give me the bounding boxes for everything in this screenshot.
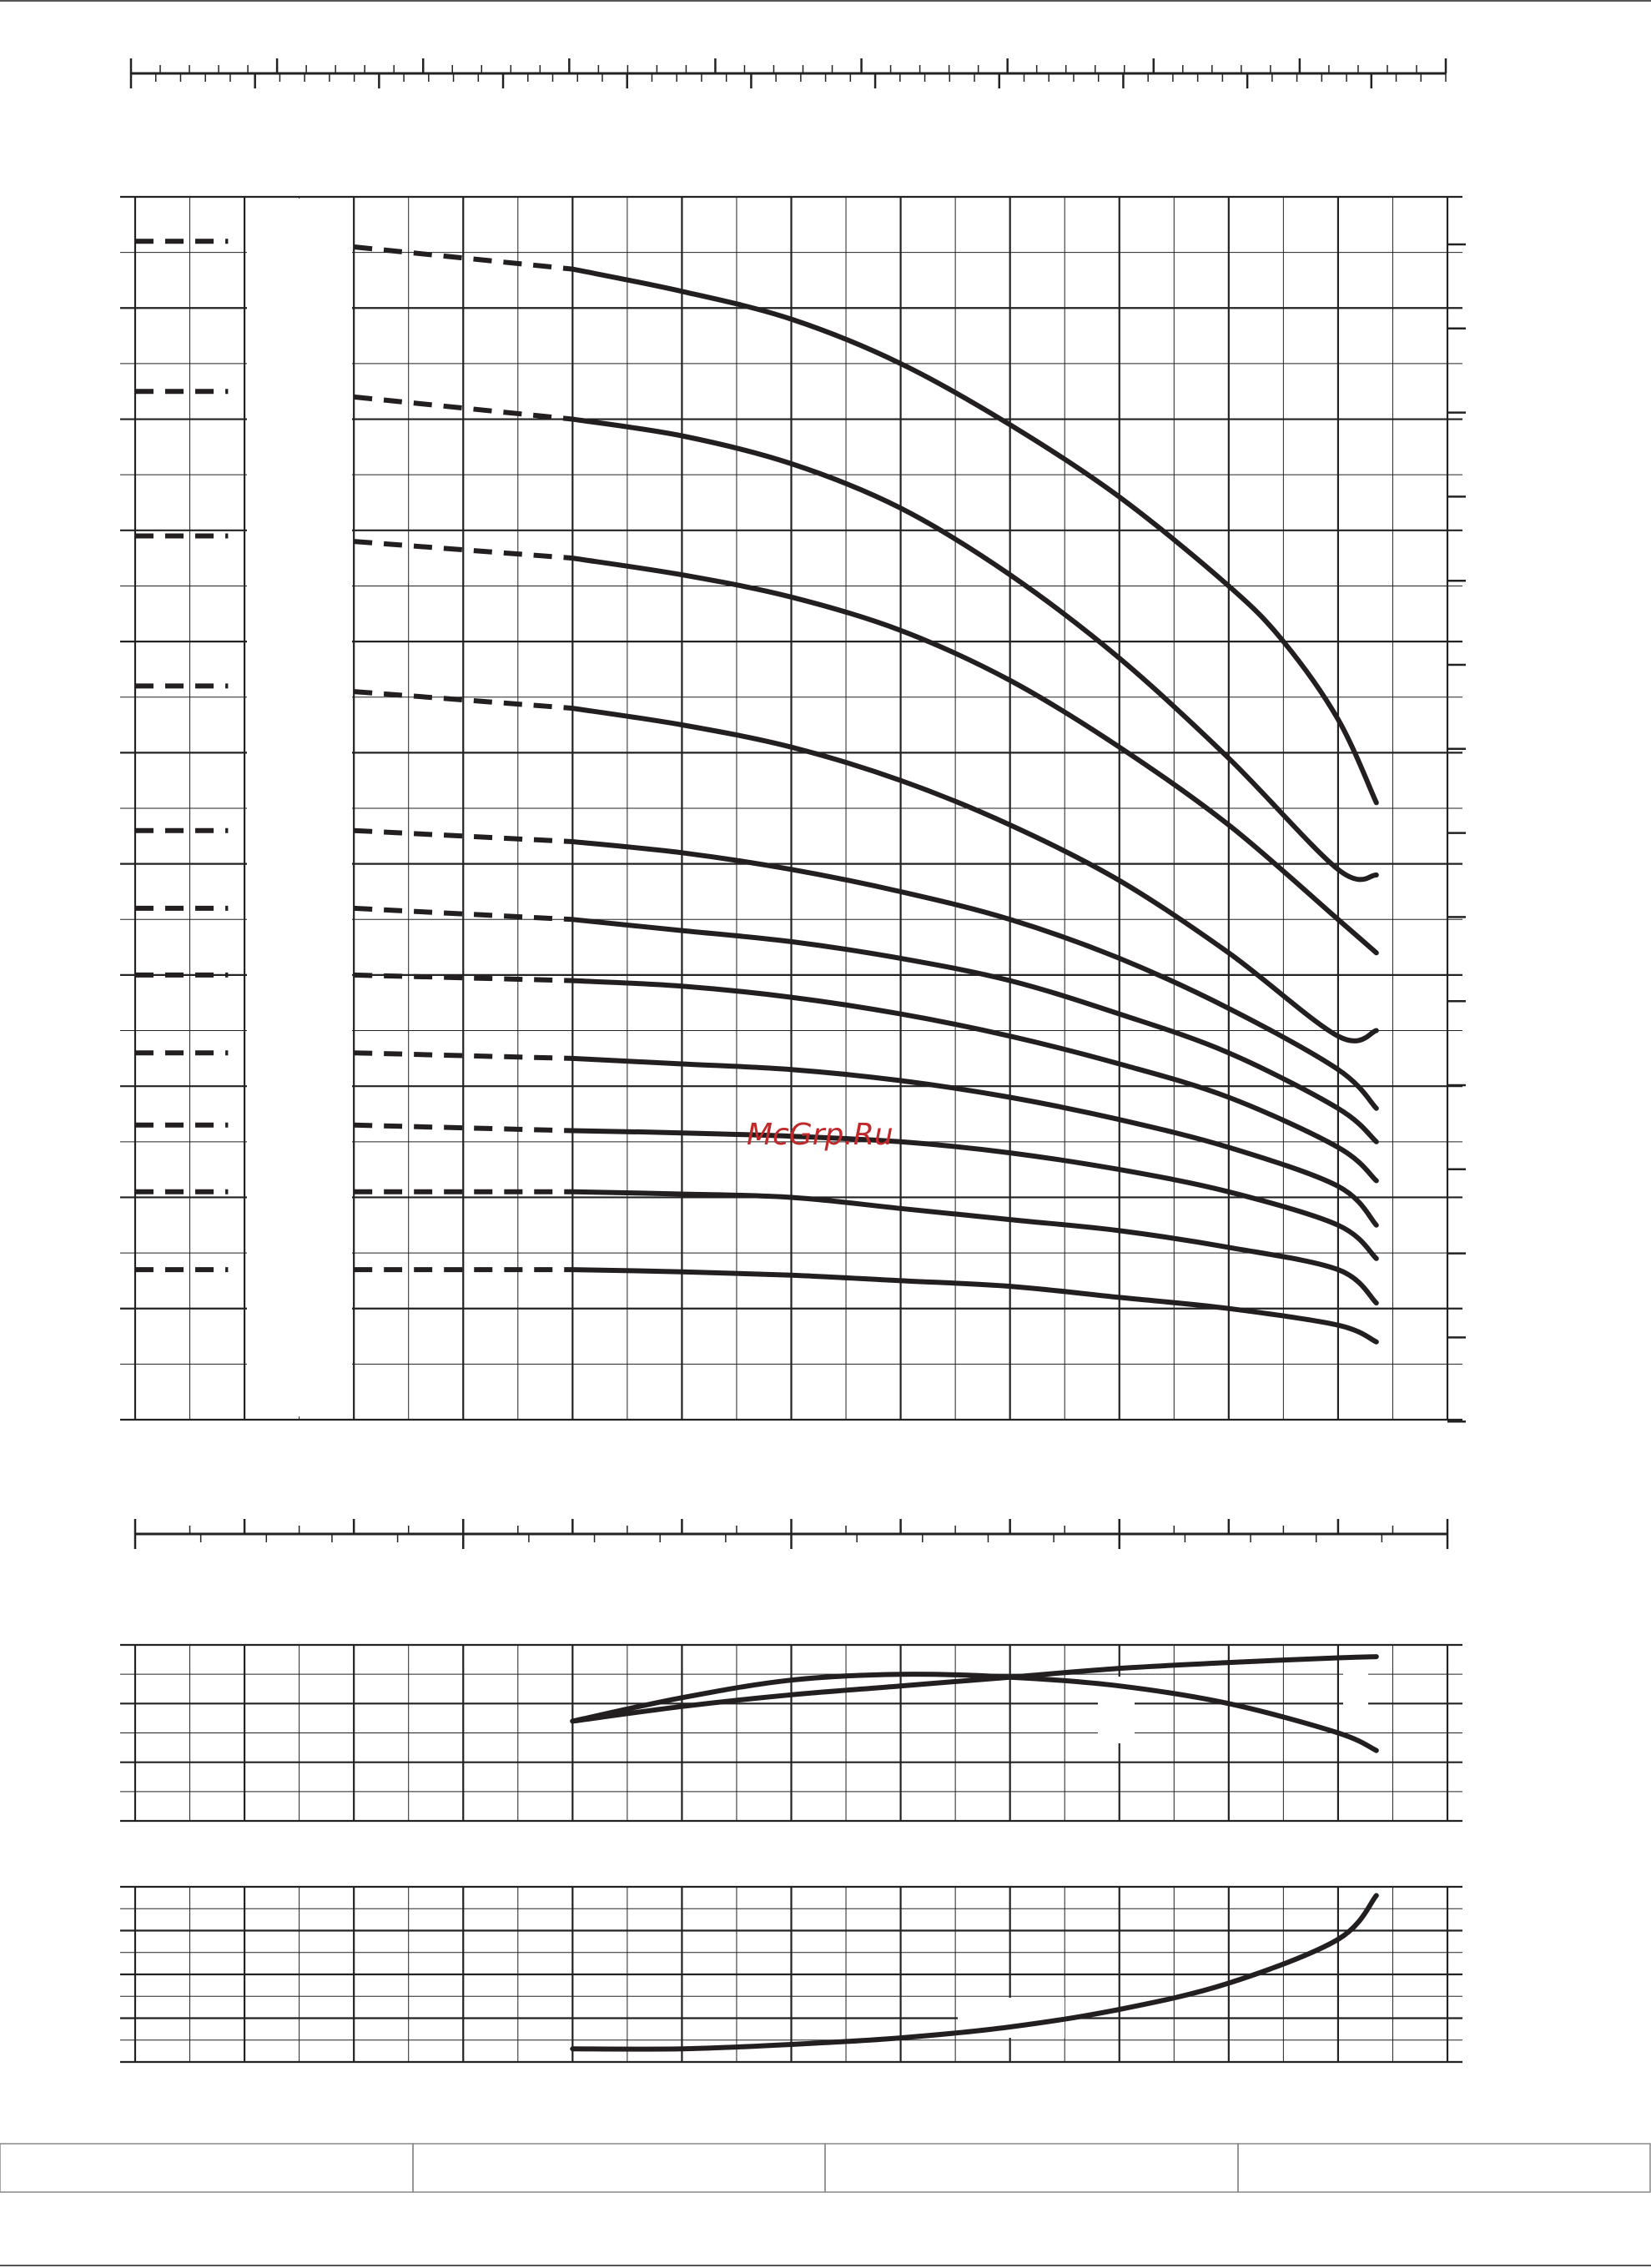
middle-flow-scale [135, 1519, 1447, 1549]
npsh-chart [120, 1887, 1462, 2062]
top-flow-scale [131, 58, 1446, 88]
footer-cell-1 [0, 2144, 413, 2192]
head-chart-blank-area [247, 199, 352, 1416]
head-chart-series-3-line [572, 269, 1377, 803]
footer-cell-3 [825, 2144, 1238, 2192]
efficiency-chart-series-1-line [572, 1674, 1377, 1751]
head-chart-series-9-line [572, 558, 1377, 953]
head-chart [120, 197, 1466, 1421]
footer-cell-4 [1238, 2144, 1650, 2192]
footer-cell-2 [413, 2144, 825, 2192]
head-chart-series-12-line [572, 708, 1377, 1041]
head-chart-series-33-line [572, 1270, 1377, 1342]
efficiency-chart [120, 1645, 1462, 1821]
efficiency-chart-blank-area [1343, 1668, 1368, 1710]
footer-table [0, 2144, 1650, 2192]
watermark: McGrp.Ru [747, 1118, 893, 1152]
